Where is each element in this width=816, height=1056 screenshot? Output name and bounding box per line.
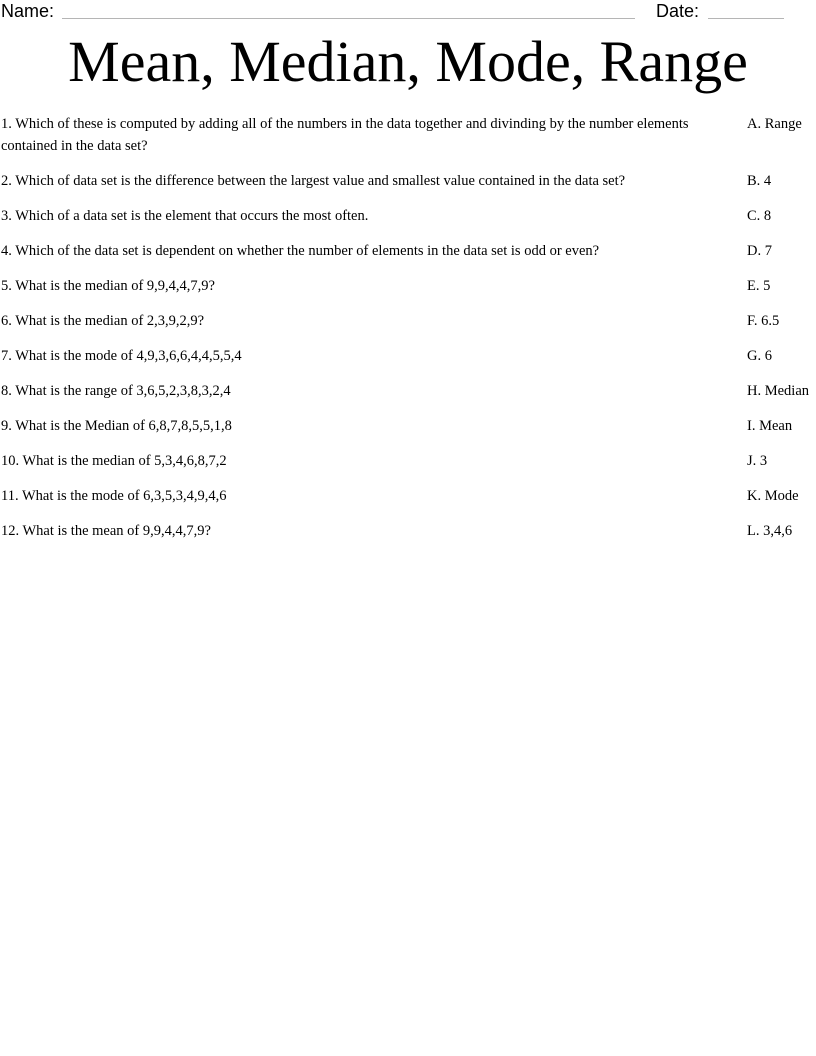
answer-option-b: B. 4 <box>747 173 772 189</box>
worksheet <box>0 113 816 555</box>
question-row <box>0 113 816 157</box>
question-row <box>0 170 816 192</box>
name-field[interactable] <box>62 0 635 19</box>
question-row <box>0 380 816 402</box>
question-1: 1. Which of these is computed by adding all of the numbers in the data together and divinding by the number elements contained in the data set? <box>1 116 689 154</box>
question-9: 9. What is the Median of 6,8,7,8,5,5,1,8 <box>1 418 232 434</box>
question-8: 8. What is the range of 3,6,5,2,3,8,3,2,4 <box>1 383 231 399</box>
question-row <box>0 205 816 227</box>
answer-option-c: C. 8 <box>747 208 772 224</box>
answer-option-g: G. 6 <box>747 348 772 364</box>
question-12: 12. What is the mean of 9,9,4,4,7,9? <box>1 523 211 539</box>
question-6: 6. What is the median of 2,3,9,2,9? <box>1 313 205 329</box>
date-field[interactable] <box>708 0 784 19</box>
question-row <box>0 310 816 332</box>
page-title: Mean, Median, Mode, Range <box>68 29 748 94</box>
answer-option-h: H. Median <box>747 383 810 399</box>
question-3: 3. Which of a data set is the element that occurs the most often. <box>1 208 369 224</box>
answer-option-d: D. 7 <box>747 243 772 259</box>
question-4: 4. Which of the data set is dependent on whether the number of elements in the data set is odd or even? <box>1 243 600 259</box>
answer-option-e: E. 5 <box>747 278 771 294</box>
answer-option-a: A. Range <box>747 116 802 132</box>
answer-option-j: J. 3 <box>747 453 768 469</box>
answer-option-k: K. Mode <box>747 488 799 504</box>
name-label: Name: <box>1 1 55 21</box>
header <box>0 0 816 24</box>
question-10: 10. What is the median of 5,3,4,6,8,7,2 <box>1 453 227 469</box>
question-row <box>0 240 816 262</box>
question-row <box>0 520 816 542</box>
answer-option-f: F. 6.5 <box>747 313 780 329</box>
answer-option-i: I. Mean <box>747 418 793 434</box>
question-7: 7. What is the mode of 4,9,3,6,6,4,4,5,5,4 <box>1 348 242 364</box>
question-row <box>0 415 816 437</box>
question-row <box>0 485 816 507</box>
question-5: 5. What is the median of 9,9,4,4,7,9? <box>1 278 215 294</box>
question-row <box>0 275 816 297</box>
question-2: 2. Which of data set is the difference between the largest value and smallest value contained in the data set? <box>1 173 626 189</box>
date-label: Date: <box>656 1 700 21</box>
question-row <box>0 450 816 472</box>
question-11: 11. What is the mode of 6,3,5,3,4,9,4,6 <box>1 488 227 504</box>
answer-option-l: L. 3,4,6 <box>747 523 793 539</box>
question-row <box>0 345 816 367</box>
